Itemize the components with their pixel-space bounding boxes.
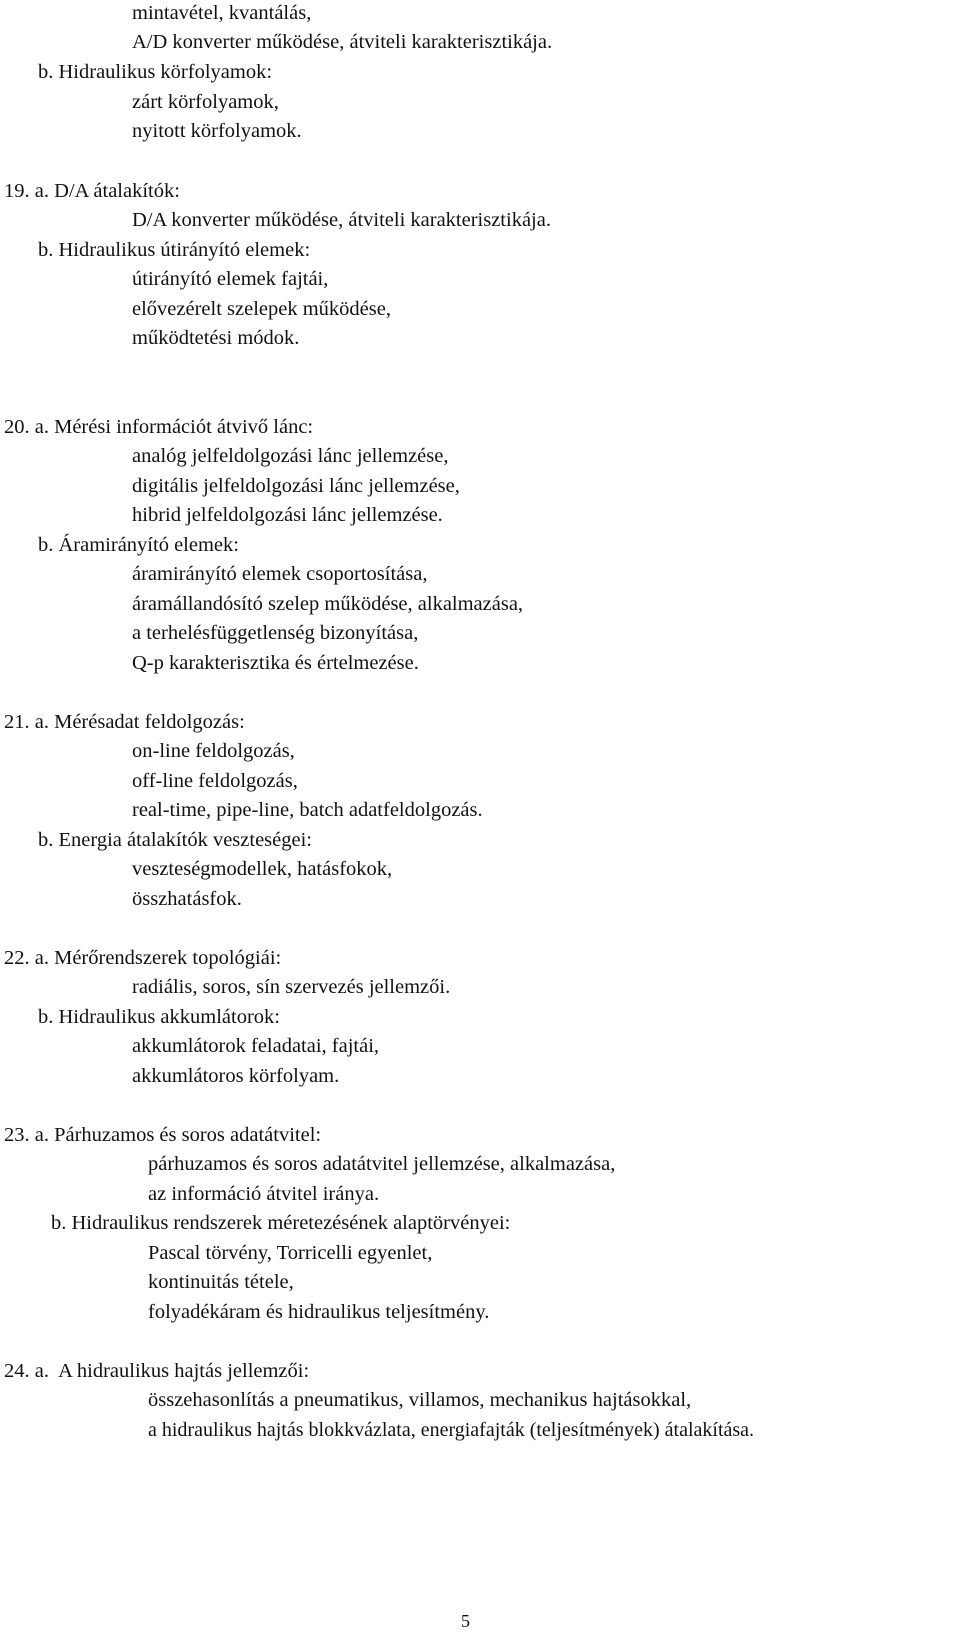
text-line: a terhelésfüggetlenség bizonyítása, — [132, 622, 419, 644]
text-line: áramállandósító szelep működése, alkalmazása, — [132, 593, 524, 615]
section-heading-20b: b. Áramirányító elemek: — [38, 534, 239, 556]
text-line: real-time, pipe-line, batch adatfeldolgozás. — [132, 799, 483, 821]
text-line: on-line feldolgozás, — [132, 740, 295, 762]
text-line: veszteségmodellek, hatásfokok, — [132, 858, 393, 880]
text-line: radiális, soros, sín szervezés jellemzői. — [132, 976, 451, 998]
text-line: off-line feldolgozás, — [132, 770, 298, 792]
text-line: összhatásfok. — [132, 888, 242, 910]
text-line: folyadékáram és hidraulikus teljesítmény. — [148, 1301, 490, 1323]
text-line: analóg jelfeldolgozási lánc jellemzése, — [132, 445, 449, 467]
text-line: áramirányító elemek csoportosítása, — [132, 563, 428, 585]
text-line: összehasonlítás a pneumatikus, villamos, mechanikus hajtásokkal, — [148, 1389, 692, 1411]
text-line: kontinuitás tétele, — [148, 1271, 294, 1293]
section-heading-19a: 19. a. D/A átalakítók: — [4, 180, 180, 202]
text-line: akkumlátoros körfolyam. — [132, 1065, 340, 1087]
text-line: párhuzamos és soros adatátvitel jellemzése, alkalmazása, — [148, 1153, 616, 1175]
section-heading-b: b. Hidraulikus körfolyamok: — [38, 61, 273, 83]
text-line: Q-p karakterisztika és értelmezése. — [132, 652, 419, 674]
text-line: D/A konverter működése, átviteli karakterisztikája. — [132, 209, 551, 231]
section-heading-24a: 24. a. A hidraulikus hajtás jellemzői: — [4, 1360, 310, 1382]
text-line: akkumlátorok feladatai, fajtái, — [132, 1035, 380, 1057]
text-line: hibrid jelfeldolgozási lánc jellemzése. — [132, 504, 443, 526]
text-line: útirányító elemek fajtái, — [132, 268, 329, 290]
section-heading-19b: b. Hidraulikus útirányító elemek: — [38, 239, 311, 261]
text-line: A/D konverter működése, átviteli karakterisztikája. — [132, 31, 553, 53]
section-heading-22a: 22. a. Mérőrendszerek topológiái: — [4, 947, 282, 969]
text-line: működtetési módok. — [132, 327, 300, 349]
text-line: Pascal törvény, Torricelli egyenlet, — [148, 1242, 433, 1264]
text-line: elővezérelt szelepek működése, — [132, 298, 391, 320]
section-heading-21a: 21. a. Mérésadat feldolgozás: — [4, 711, 245, 733]
section-heading-23b: b. Hidraulikus rendszerek méretezésének alaptörvényei: — [51, 1212, 511, 1234]
section-heading-20a: 20. a. Mérési információt átvivő lánc: — [4, 416, 314, 438]
text-line: mintavétel, kvantálás, — [132, 2, 312, 24]
text-line: zárt körfolyamok, — [132, 91, 279, 113]
text-line: nyitott körfolyamok. — [132, 120, 302, 142]
text-line: az információ átvitel iránya. — [148, 1183, 380, 1205]
section-heading-22b: b. Hidraulikus akkumlátorok: — [38, 1006, 280, 1028]
text-line: a hidraulikus hajtás blokkvázlata, energiafajták (teljesítmények) átalakítása. — [148, 1419, 755, 1441]
page-number: 5 — [461, 1611, 470, 1631]
section-heading-21b: b. Energia átalakítók veszteségei: — [38, 829, 312, 851]
section-heading-23a: 23. a. Párhuzamos és soros adatátvitel: — [4, 1124, 322, 1146]
text-line: digitális jelfeldolgozási lánc jellemzése, — [132, 475, 460, 497]
